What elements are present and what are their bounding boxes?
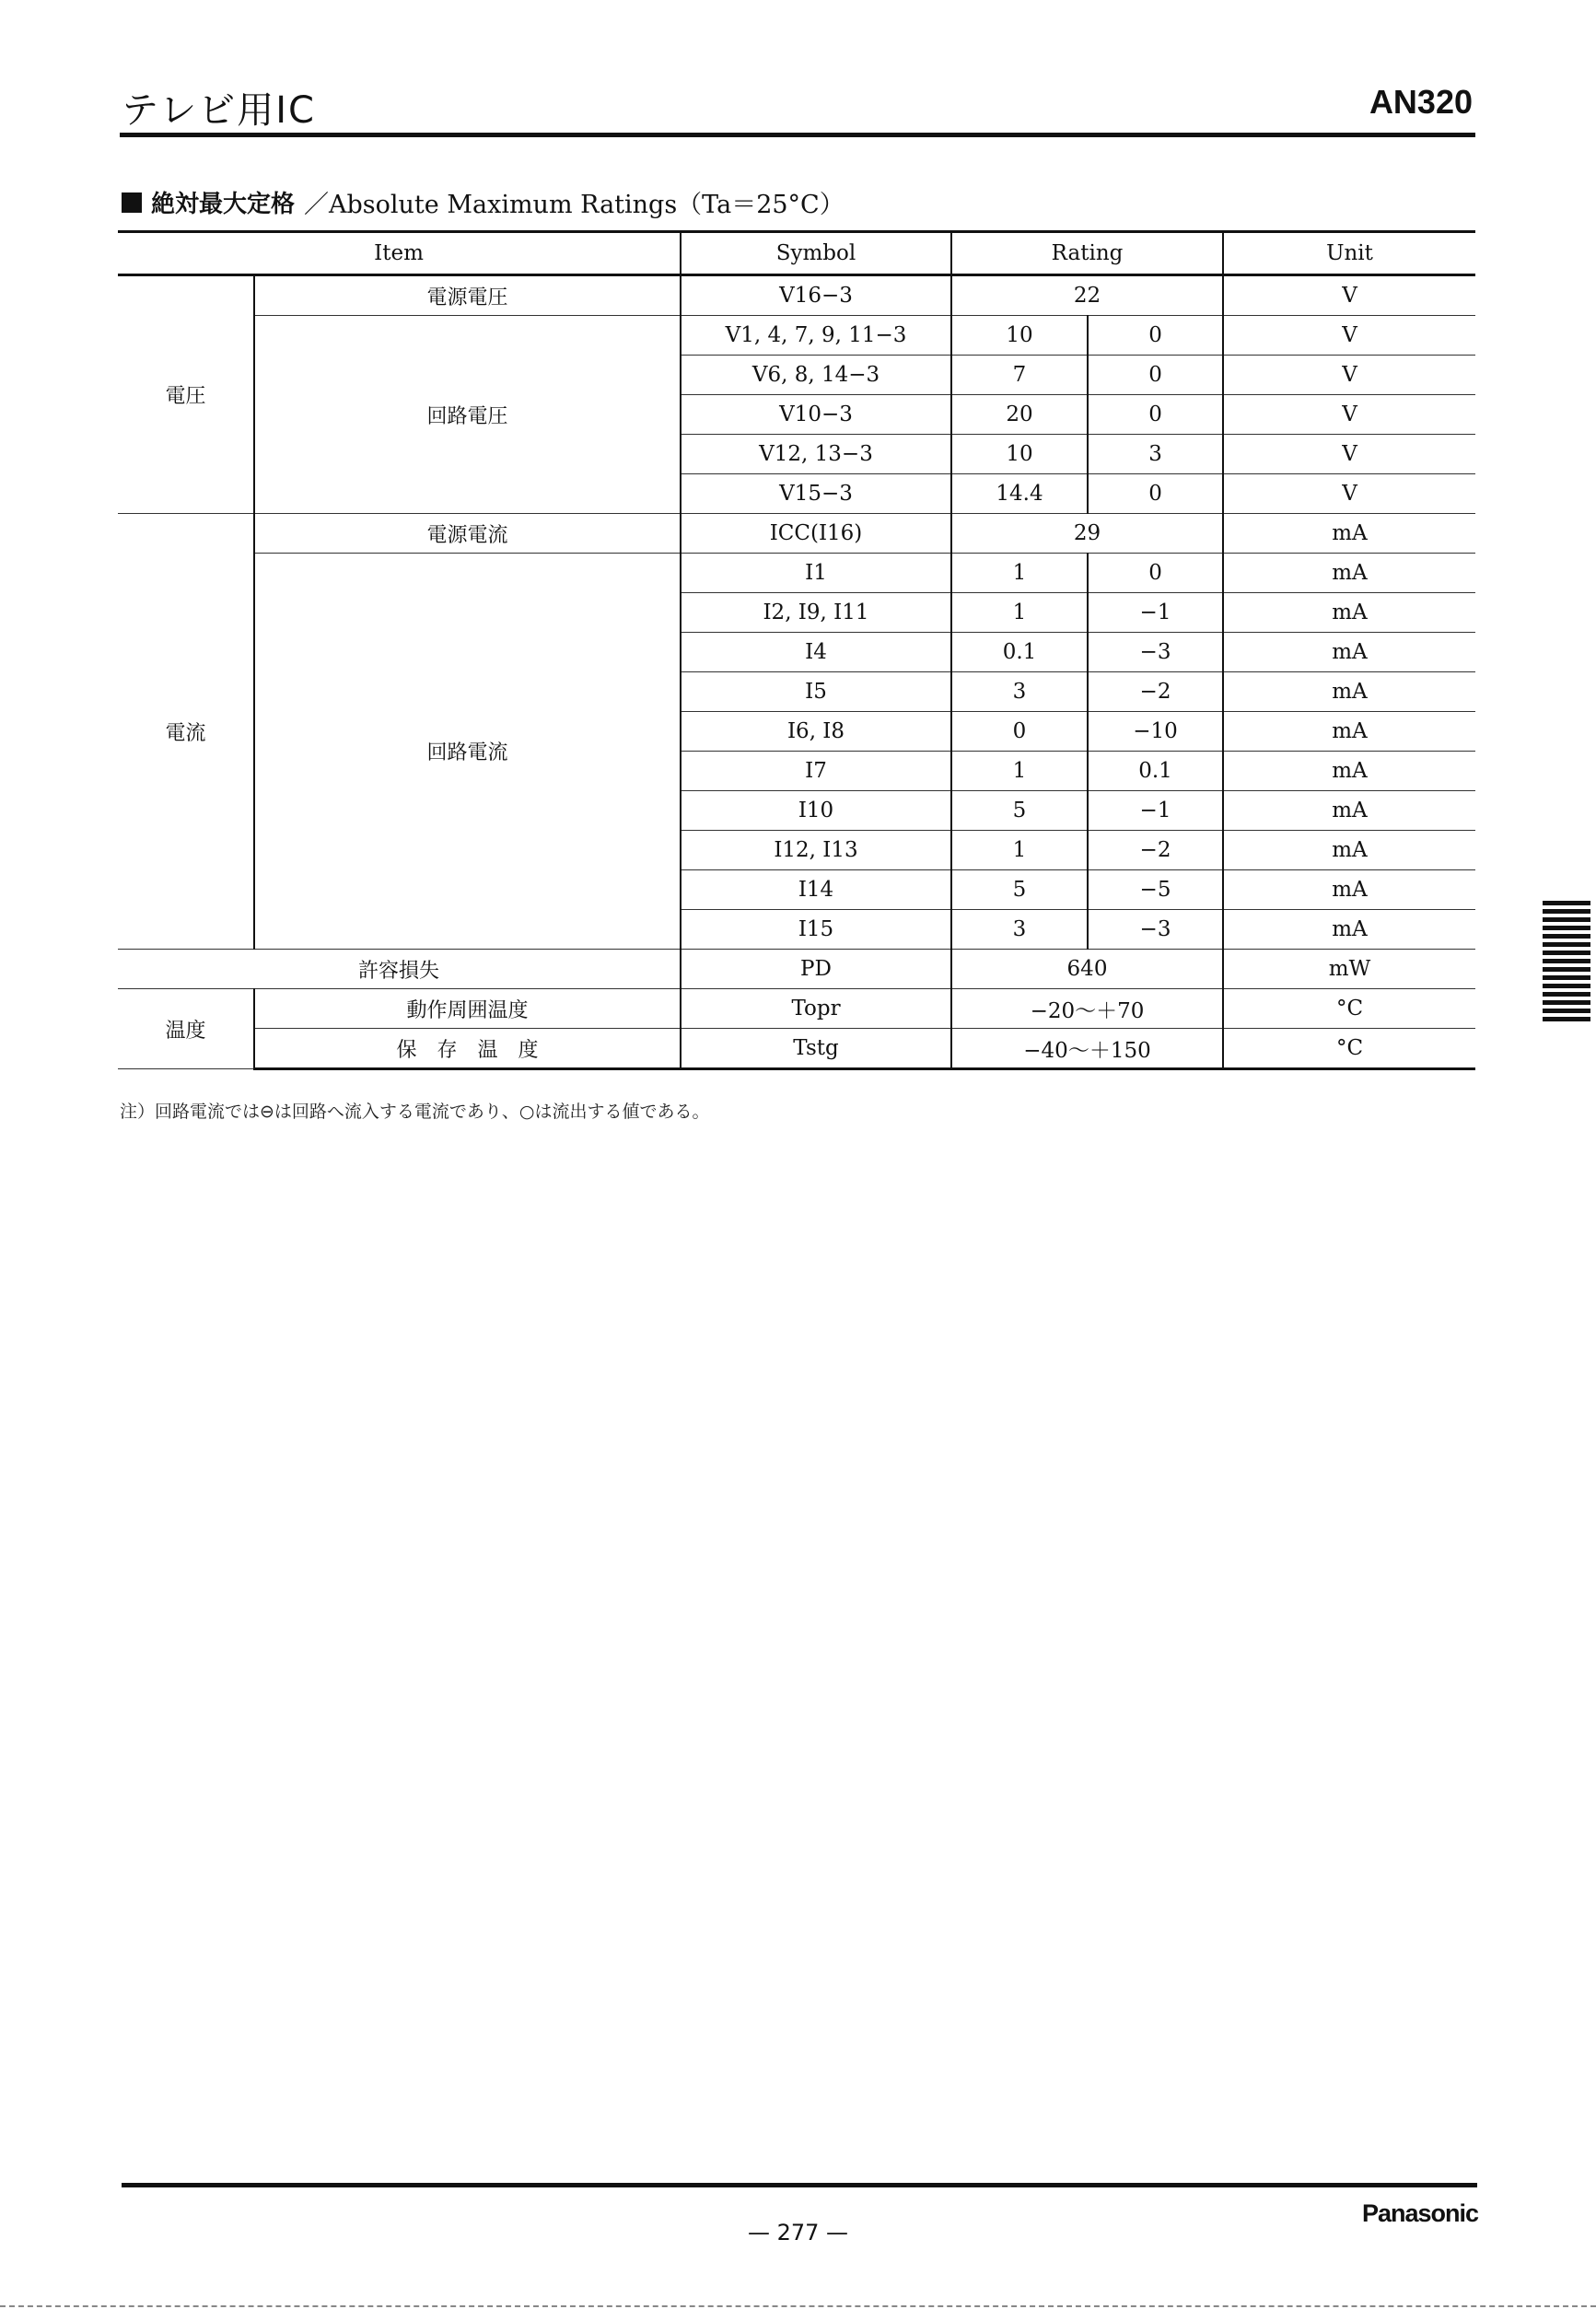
rating-max-cell: 5 [951, 870, 1088, 910]
symbol-cell: I5 [681, 672, 951, 712]
rating-min-cell: −2 [1088, 672, 1223, 712]
section-title-en: ／Absolute Maximum Ratings（Ta＝25°C） [304, 191, 845, 219]
rating-max-cell: 3 [951, 672, 1088, 712]
sub-supply-voltage: 電源電圧 [254, 275, 681, 316]
unit-cell: mA [1223, 672, 1475, 712]
group-voltage: 電圧 [118, 275, 254, 514]
symbol-cell: V15−3 [681, 474, 951, 514]
sub-circuit-voltage: 回路電圧 [254, 316, 681, 514]
unit-cell: mA [1223, 752, 1475, 791]
rating-cell: 22 [951, 275, 1223, 316]
ratings-table [118, 230, 1475, 1070]
table-row [118, 316, 1475, 356]
symbol-cell: I10 [681, 791, 951, 831]
rating-max-cell: 1 [951, 554, 1088, 593]
symbol-cell: I2, I9, I11 [681, 593, 951, 633]
symbol-cell: ICC(I16) [681, 514, 951, 554]
header-unit: Unit [1223, 232, 1475, 275]
group-temperature: 温度 [118, 989, 254, 1069]
symbol-cell: PD [681, 950, 951, 989]
unit-cell: °C [1223, 989, 1475, 1029]
unit-cell: mW [1223, 950, 1475, 989]
group-current: 電流 [118, 514, 254, 950]
table-row [118, 989, 1475, 1029]
symbol-cell: Tstg [681, 1029, 951, 1069]
rating-min-cell: −3 [1088, 633, 1223, 672]
unit-cell: mA [1223, 633, 1475, 672]
rating-min-cell: 3 [1088, 435, 1223, 474]
rating-min-cell: 0 [1088, 316, 1223, 356]
rating-min-cell: 0 [1088, 356, 1223, 395]
rating-max-cell: 1 [951, 752, 1088, 791]
rating-min-cell: −3 [1088, 910, 1223, 950]
unit-cell: mA [1223, 593, 1475, 633]
table-row [118, 950, 1475, 989]
unit-cell: V [1223, 356, 1475, 395]
symbol-cell: I14 [681, 870, 951, 910]
rating-max-cell: 0 [951, 712, 1088, 752]
header-rating: Rating [951, 232, 1223, 275]
symbol-cell: I4 [681, 633, 951, 672]
rating-min-cell: 0 [1088, 474, 1223, 514]
rating-max-cell: 20 [951, 395, 1088, 435]
rating-min-cell: −10 [1088, 712, 1223, 752]
symbol-cell: V12, 13−3 [681, 435, 951, 474]
header-title: テレビ用IC [122, 89, 316, 132]
symbol-cell: Topr [681, 989, 951, 1029]
rating-cell: 640 [951, 950, 1223, 989]
symbol-cell: V10−3 [681, 395, 951, 435]
unit-cell: V [1223, 316, 1475, 356]
rating-max-cell: 14.4 [951, 474, 1088, 514]
symbol-cell: V16−3 [681, 275, 951, 316]
rating-max-cell: 1 [951, 593, 1088, 633]
sub-operating-temp: 動作周囲温度 [254, 989, 681, 1029]
unit-cell: mA [1223, 910, 1475, 950]
table-row [118, 275, 1475, 316]
symbol-cell: I12, I13 [681, 831, 951, 870]
rating-min-cell: −1 [1088, 593, 1223, 633]
unit-cell: °C [1223, 1029, 1475, 1069]
unit-cell: V [1223, 275, 1475, 316]
header-rule [120, 133, 1475, 137]
unit-cell: V [1223, 435, 1475, 474]
unit-cell: mA [1223, 791, 1475, 831]
header-symbol: Symbol [681, 232, 951, 275]
rating-cell: −20～＋70 [951, 989, 1223, 1029]
sub-storage-temp: 保 存 温 度 [254, 1029, 681, 1069]
rating-max-cell: 10 [951, 435, 1088, 474]
rating-cell: 29 [951, 514, 1223, 554]
unit-cell: mA [1223, 514, 1475, 554]
table-row [118, 554, 1475, 593]
rating-max-cell: 5 [951, 791, 1088, 831]
unit-cell: mA [1223, 712, 1475, 752]
rating-min-cell: 0 [1088, 554, 1223, 593]
brand-logo: Panasonic [1361, 2199, 1478, 2227]
table-row [118, 514, 1475, 554]
rating-max-cell: 3 [951, 910, 1088, 950]
header-item: Item [118, 232, 681, 275]
symbol-cell: I15 [681, 910, 951, 950]
section-title-jp: 絶対最大定格 [151, 191, 296, 218]
rating-max-cell: 7 [951, 356, 1088, 395]
rating-min-cell: −5 [1088, 870, 1223, 910]
rating-min-cell: −1 [1088, 791, 1223, 831]
symbol-cell: V1, 4, 7, 9, 11−3 [681, 316, 951, 356]
rating-max-cell: 1 [951, 831, 1088, 870]
symbol-cell: I6, I8 [681, 712, 951, 752]
unit-cell: mA [1223, 831, 1475, 870]
part-number: AN320 [1369, 83, 1473, 121]
footer-rule [122, 2183, 1477, 2187]
sub-circuit-current: 回路電流 [254, 554, 681, 950]
table-row [118, 1029, 1475, 1069]
item-power-dissipation: 許容損失 [118, 950, 681, 989]
page-number: — 277 — [747, 2220, 849, 2245]
rating-min-cell: 0 [1088, 395, 1223, 435]
rating-cell: −40～＋150 [951, 1029, 1223, 1069]
symbol-cell: I7 [681, 752, 951, 791]
sub-supply-current: 電源電流 [254, 514, 681, 554]
rating-max-cell: 0.1 [951, 633, 1088, 672]
index-tab-mark [1543, 901, 1590, 1022]
rating-min-cell: −2 [1088, 831, 1223, 870]
scan-edge-dashed-line [0, 2305, 1596, 2307]
unit-cell: mA [1223, 870, 1475, 910]
unit-cell: V [1223, 474, 1475, 514]
section-heading [122, 184, 845, 220]
unit-cell: V [1223, 395, 1475, 435]
rating-min-cell: 0.1 [1088, 752, 1223, 791]
symbol-cell: V6, 8, 14−3 [681, 356, 951, 395]
unit-cell: mA [1223, 554, 1475, 593]
table-header-row [118, 232, 1475, 275]
rating-max-cell: 10 [951, 316, 1088, 356]
symbol-cell: I1 [681, 554, 951, 593]
table-note: 注）回路電流では⊖は回路へ流入する電流であり、○は流出する値である。 [120, 1102, 710, 1122]
bullet-square-icon [122, 192, 142, 213]
